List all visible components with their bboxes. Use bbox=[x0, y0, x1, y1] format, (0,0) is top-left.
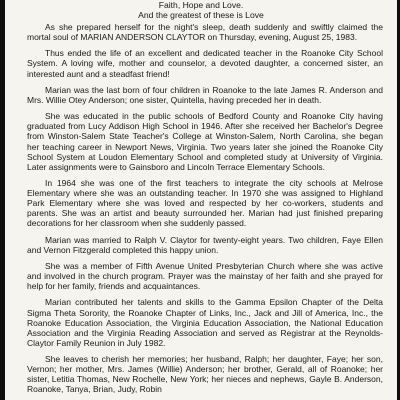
header-line-1: Faith, Hope and Love. bbox=[158, 0, 244, 10]
obituary-body bbox=[5, 20, 397, 395]
paragraph-education: She was educated in the public schools of Bedford County and Roanoke City having graduated from Lucy Addison High School in 1946. After she received her Bachelor's Degree from Winston-Salem State Teacher's College at Winston-Salem, North Carolina, she began her teaching career in Newport News, Virginia. Two years later she joined the Roanoke City School System at Loudon Elementary School and completed study at University of Virginia. Later assignments were to Gainsboro and Lincoln Terrace Elementary Schools. bbox=[27, 111, 383, 172]
paragraph-organizations: Marian contributed her talents and skills to the Gamma Epsilon Chapter of the Delta Sigma Theta Sorority, the Roanoke Chapter of Links, Inc., Jack and Jill of America, Inc., the Roanoke Education Association, the Virginia Education Association, the National Education Association and the Virginia Reading Association and served as Registrar at the Reynolds-Claytor Family Reunion in July 1982. bbox=[27, 297, 383, 348]
paragraph-survivors: She leaves to cherish her memories; her husband, Ralph; her daughter, Faye; her son, Vernon; her mother, Mrs. James (Willie) Anderson; her brother, Gerald, all of Roanoke; her sister, Letitia Thomas, New Rochelle, New York; her nieces and nephews, Gayle B. Anderson, Roanoke, Tanya, Brian, Judy, Robin bbox=[27, 354, 383, 395]
obituary-page bbox=[5, 0, 397, 400]
paragraph-family: Marian was the last born of four children in Roanoke to the late James R. Anderson and Mrs. Willie Otey Anderson; one sister, Quintella, having preceded her in death. bbox=[27, 84, 383, 105]
paragraph-death-notice: As she prepared herself for the night's sleep, death suddenly and swiftly claimed the mortal soul of MARIAN ANDERSON CLAYTOR on Thursday, evening, August 25, 1983. bbox=[27, 22, 383, 43]
paragraph-tribute: Thus ended the life of an excellent and dedicated teacher in the Roanoke City School System. A loving wife, mother and counselor, a devoted daughter, a concerned sister, an interested aunt and a steadfast friend! bbox=[27, 48, 383, 79]
paragraph-church: She was a member of Fifth Avenue United Presbyterian Church where she was active and involved in the church program. Prayer was the mainstay of her faith and she prayed for help for her family, friends and acquaintances. bbox=[27, 261, 383, 292]
header-line-2: And the greatest of these is Love bbox=[138, 10, 264, 20]
page-header bbox=[5, 0, 397, 20]
paragraph-career: In 1964 she was one of the first teachers to integrate the city schools at Melrose Elementary where she was an outstanding teacher. In 1970 she was assigned to Highland Park Elementary where she was loved and respected by her co-workers, students and parents. She was an artist and beauty surrounded her. Marian had just finished preparing decorations for her classroom when she suddenly passed. bbox=[27, 177, 383, 229]
paragraph-marriage: Marian was married to Ralph V. Claytor for twenty-eight years. Two children, Faye Ellen and Vernon Fitzgerald completed this happy union. bbox=[27, 234, 383, 255]
